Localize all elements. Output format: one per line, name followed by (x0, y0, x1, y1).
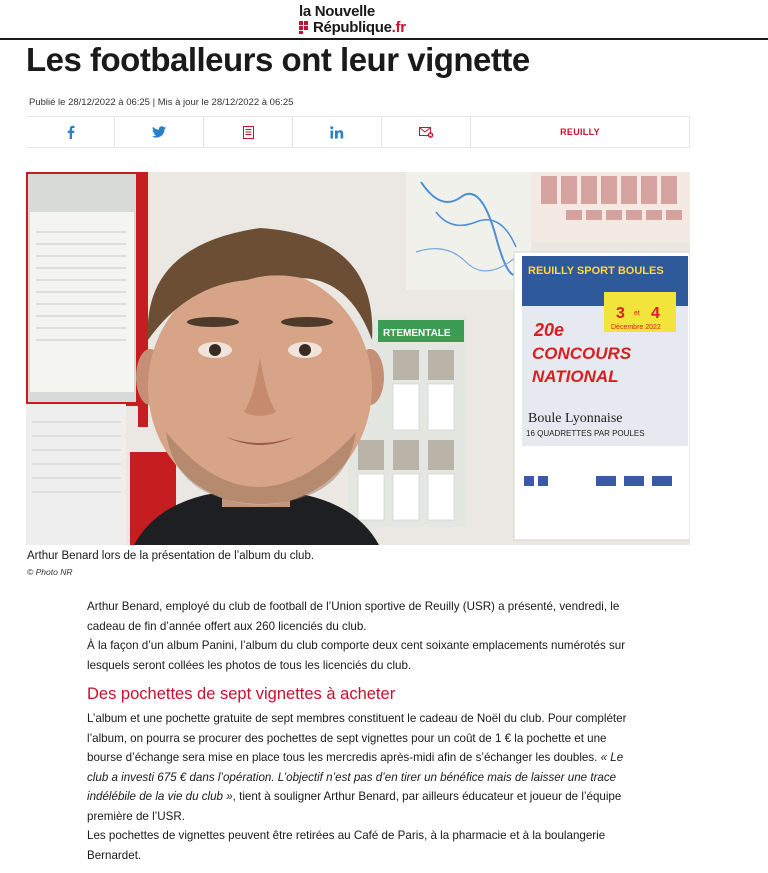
poster-date-2: 4 (651, 305, 660, 322)
board-label: RTEMENTALE (383, 328, 451, 339)
article-paragraph: Les pochettes de vignettes peuvent être retirées au Café de Paris, à la pharmacie et à la boulangerie Bernardet. (87, 829, 606, 862)
poster-sport: Boule Lyonnaise (528, 411, 623, 426)
poster-event-2: NATIONAL (532, 367, 619, 386)
logo-line-2: République.fr (313, 19, 406, 36)
print-icon (243, 126, 254, 139)
article-quote: « Le club a investi 675 € dans l’opération. L’objectif n’est pas d’en tirer un bénéfice mais de laisser une trace indélébile de la vie du club » (87, 751, 624, 803)
location-tag-link[interactable]: REUILLY (471, 117, 690, 147)
photo-illustration (26, 172, 690, 545)
email-icon (419, 126, 434, 138)
poster-date-et: et (634, 310, 640, 317)
share-email-button[interactable] (382, 117, 471, 147)
poster-edition: 20e (534, 320, 565, 340)
share-twitter-button[interactable] (115, 117, 204, 147)
photo-credit: © Photo NR (27, 567, 73, 577)
article-paragraph: L’album et une pochette gratuite de sept membres constituent le cadeau de Noël du club. Pour compléter l’album, on pourra se procurer des pochettes de sept vignettes pour un coût de 1 € la pochette et une bourse d’échange sera mise en place tous les mercredis après-midi afin de s’échanger les doubles. « Le club a investi 675 € dans l’opération. L’objectif n’est pas d’en tirer un bénéfice mais de laisser une trace indélébile de la vie du club », tient à souligner Arthur Benard, par ailleurs éducateur et joueur de l’équipe première de l’USR. (87, 712, 627, 823)
poster-club: REUILLY SPORT BOULES (528, 265, 664, 277)
poster-month: Décembre 2022 (611, 324, 661, 331)
article-title: Les footballeurs ont leur vignette (26, 41, 530, 78)
site-logo[interactable] (299, 3, 429, 37)
poster-format: 16 QUADRETTES PAR POULES (526, 429, 645, 438)
logo-line-1: la Nouvelle (299, 3, 375, 20)
publication-meta: Publié le 28/12/2022 à 06:25 | Mis à jour le 28/12/2022 à 06:25 (29, 97, 294, 108)
facebook-icon (66, 125, 75, 139)
logo-mark-icon (299, 21, 309, 34)
share-facebook-button[interactable] (26, 117, 115, 147)
twitter-icon (152, 126, 166, 138)
share-linkedin-button[interactable] (293, 117, 382, 147)
share-bar (26, 116, 690, 148)
linkedin-icon (330, 126, 344, 139)
poster-date-1: 3 (616, 305, 625, 322)
print-button[interactable] (204, 117, 293, 147)
site-header (0, 0, 768, 40)
article-subheading: Des pochettes de sept vignettes à acheter (87, 685, 396, 703)
article-paragraph: Arthur Benard, employé du club de football de l’Union sportive de Reuilly (USR) a présenté, vendredi, le cadeau de fin d’année offert aux 260 licenciés du club. (87, 600, 620, 633)
article-paragraph: À la façon d’un album Panini, l’album du club comporte deux cent soixante emplacements numérotés sur lesquels seront collées les photos de tous les licenciés du club. (87, 639, 626, 672)
article-photo (26, 172, 690, 545)
article-body (87, 597, 632, 865)
poster-event-1: CONCOURS (532, 344, 632, 363)
photo-caption: Arthur Benard lors de la présentation de l’album du club. (27, 550, 315, 562)
